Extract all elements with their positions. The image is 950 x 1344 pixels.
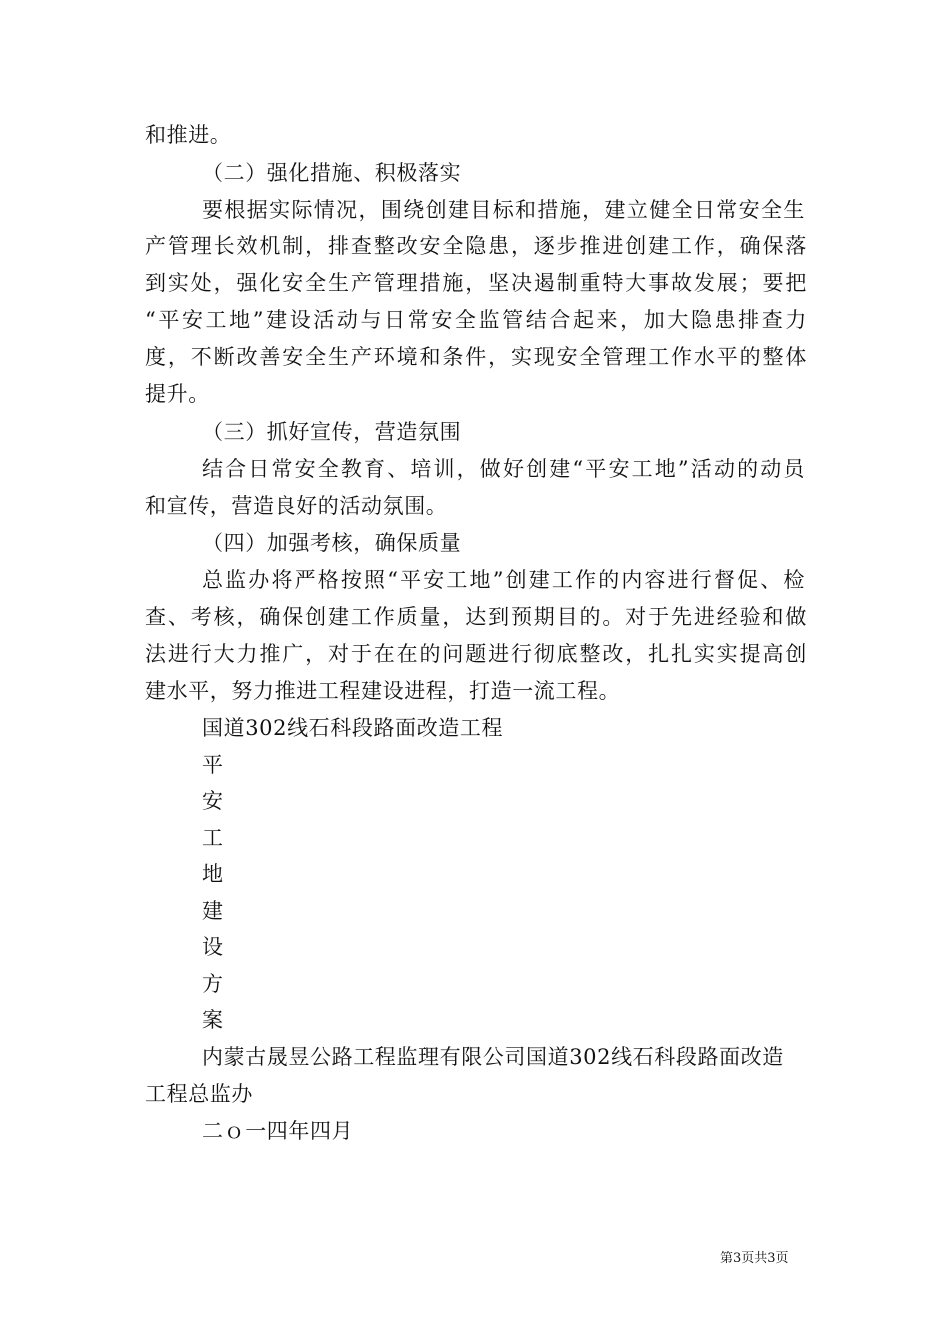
vertical-title-char: 设	[202, 935, 224, 959]
section-heading: （三）抓好宣传，营造氛围	[202, 420, 462, 444]
organization-line: 内蒙古晟昱公路工程监理有限公司国道302线石科段路面改造	[202, 1045, 784, 1069]
paragraph-line: 查、考核，确保创建工作质量，达到预期目的。对于先进经验和做	[145, 605, 807, 629]
paragraph-line: 和推进。	[145, 123, 232, 147]
paragraph-line: 度，不断改善安全生产环境和条件，实现安全管理工作水平的整体	[145, 345, 807, 369]
date-line: 二ｏ一四年四月	[202, 1119, 354, 1143]
paragraph-line: 总监办将严格按照“平安工地”创建工作的内容进行督促、检	[202, 568, 805, 592]
paragraph-line: 要根据实际情况，围绕创建目标和措施，建立健全日常安全生	[202, 198, 805, 222]
section-heading: （四）加强考核，确保质量	[202, 531, 462, 555]
paragraph-line: 到实处，强化安全生产管理措施，坚决遏制重特大事故发展；要把	[145, 271, 807, 295]
vertical-title-char: 地	[202, 862, 224, 886]
paragraph-line: “平安工地”建设活动与日常安全监管结合起来，加大隐患排查力	[145, 308, 807, 332]
paragraph-line: 建水平，努力推进工程建设进程，打造一流工程。	[145, 679, 621, 703]
page-number: 第3页共3页	[720, 1251, 789, 1266]
vertical-title-char: 平	[202, 753, 224, 777]
vertical-title-char: 工	[202, 826, 224, 850]
paragraph-line: 法进行大力推广，对于在在的问题进行彻底整改，扎扎实实提高创	[145, 642, 807, 666]
paragraph-line: 提升。	[145, 382, 210, 406]
organization-line: 工程总监办	[145, 1082, 253, 1106]
vertical-title-char: 安	[202, 789, 224, 813]
vertical-title-char: 方	[202, 972, 224, 996]
section-heading: （二）强化措施、积极落实	[202, 161, 462, 185]
paragraph-line: 和宣传，营造良好的活动氛围。	[145, 494, 448, 518]
paragraph-line: 产管理长效机制，排查整改安全隐患，逐步推进创建工作，确保落	[145, 234, 807, 258]
vertical-title-char: 建	[202, 899, 224, 923]
paragraph-line: 结合日常安全教育、培训，做好创建“平安工地”活动的动员	[202, 457, 805, 481]
vertical-title-char: 案	[202, 1008, 224, 1032]
project-name: 国道302线石科段路面改造工程	[202, 716, 504, 740]
